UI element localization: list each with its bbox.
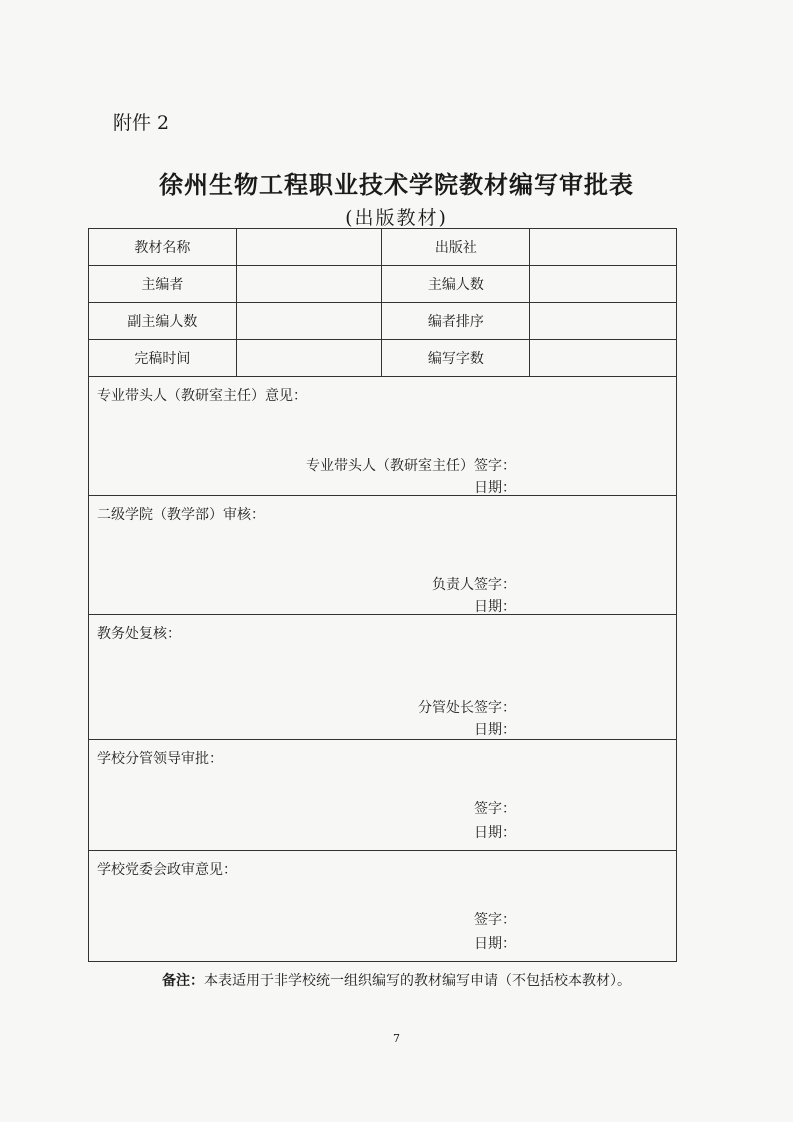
section-school-leader-area[interactable] xyxy=(89,740,677,851)
section-school-leader-title: 学校分管领导审批： xyxy=(97,751,223,767)
section-academic-affairs-title: 教务处复核： xyxy=(97,626,181,642)
page-number: 7 xyxy=(393,1032,400,1045)
section-college-review-title: 二级学院（教学部）审核： xyxy=(97,507,265,523)
section-major-leader-area[interactable] xyxy=(89,377,677,496)
section-school-leader-sign: 签字： xyxy=(474,801,516,817)
field-textbook-name[interactable] xyxy=(236,229,382,266)
field-deputy-editor-count[interactable] xyxy=(236,303,382,340)
section-party-committee-title: 学校党委会政审意见： xyxy=(97,862,237,878)
section-academic-affairs-date: 日期： xyxy=(474,722,516,738)
info-row-chief-editor xyxy=(89,266,677,303)
label-word-count: 编写字数 xyxy=(382,340,530,377)
section-school-leader-date: 日期： xyxy=(474,825,516,841)
label-chief-editor: 主编者 xyxy=(89,266,237,303)
field-chief-editor[interactable] xyxy=(236,266,382,303)
footnote-label: 备注： xyxy=(162,973,204,989)
section-college-review xyxy=(89,496,677,615)
field-chief-editor-count[interactable] xyxy=(530,266,677,303)
label-deputy-editor-count: 副主编人数 xyxy=(89,303,237,340)
field-word-count[interactable] xyxy=(530,340,677,377)
field-editor-order[interactable] xyxy=(530,303,677,340)
section-party-committee-area[interactable] xyxy=(89,851,677,962)
footnote-text: 本表适用于非学校统一组织编写的教材编写申请（不包括校本教材）。 xyxy=(204,973,631,989)
section-major-leader-sign: 专业带头人（教研室主任）签字： xyxy=(306,458,516,474)
section-college-review-date: 日期： xyxy=(474,599,516,615)
section-major-leader-title: 专业带头人（教研室主任）意见： xyxy=(97,388,307,404)
label-chief-editor-count: 主编人数 xyxy=(382,266,530,303)
approval-form-table xyxy=(88,228,677,962)
section-academic-affairs-area[interactable] xyxy=(89,615,677,740)
section-party-committee xyxy=(89,851,677,962)
field-completion-time[interactable] xyxy=(236,340,382,377)
label-editor-order: 编者排序 xyxy=(382,303,530,340)
field-publisher[interactable] xyxy=(530,229,677,266)
footnote xyxy=(0,970,793,990)
section-party-committee-date: 日期： xyxy=(474,936,516,952)
form-title: 徐州生物工程职业技术学院教材编写审批表 xyxy=(159,170,634,199)
section-college-review-sign: 负责人签字： xyxy=(432,577,516,593)
label-publisher: 出版社 xyxy=(382,229,530,266)
form-subtitle: (出版教材) xyxy=(345,207,448,229)
section-party-committee-sign: 签字： xyxy=(474,912,516,928)
section-major-leader xyxy=(89,377,677,496)
section-academic-affairs-sign: 分管处长签字： xyxy=(418,700,516,716)
section-major-leader-date: 日期： xyxy=(474,480,516,496)
info-row-completion xyxy=(89,340,677,377)
label-textbook-name: 教材名称 xyxy=(89,229,237,266)
info-row-textbook-name xyxy=(89,229,677,266)
section-school-leader xyxy=(89,740,677,851)
info-row-deputy-editor xyxy=(89,303,677,340)
section-college-review-area[interactable] xyxy=(89,496,677,615)
attachment-label: 附件 2 xyxy=(113,112,170,134)
label-completion-time: 完稿时间 xyxy=(89,340,237,377)
section-academic-affairs xyxy=(89,615,677,740)
